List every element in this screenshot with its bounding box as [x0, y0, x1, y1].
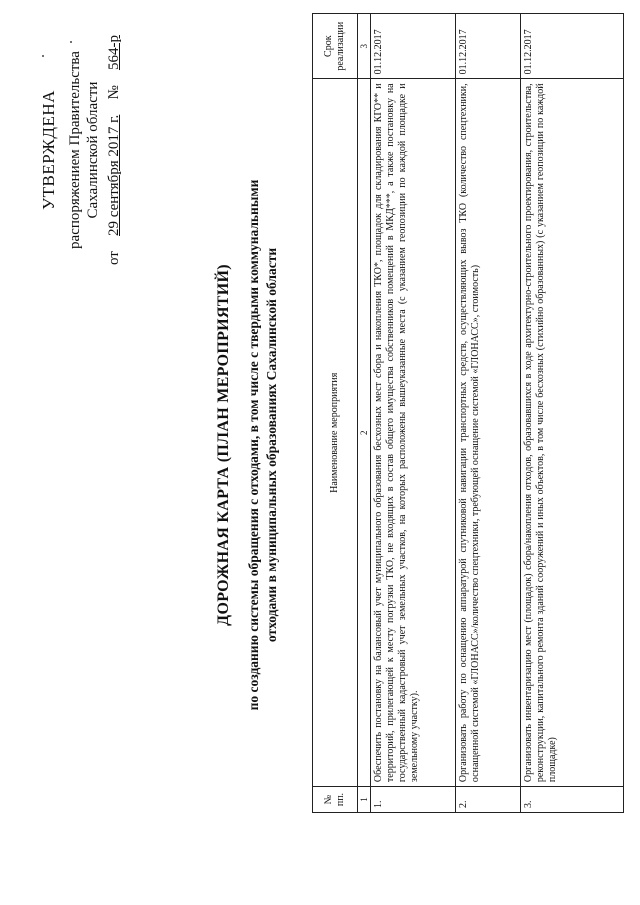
row-deadline: 01.12.2017: [371, 14, 456, 79]
table-row: [371, 14, 456, 813]
title-sub-1: по созданию системы обращения с отходами, в том числе с твердыми коммунальными: [246, 179, 261, 711]
row-text: Организовать работу по оснащению аппаратурой спутниковой навигации транспортных средств, осуществляющих вывоз ТКО (количество спецтехники, оснащенной системой «ГЛОНАСС»/количество спецтехники, требующей оснащение системой «ГЛОНАСС», стоимость): [456, 79, 521, 787]
row-deadline: 01.12.2017: [521, 14, 624, 79]
column-number: 1: [358, 787, 371, 813]
approval-number-prefix: №: [106, 85, 122, 100]
approval-number: 564-р: [106, 35, 122, 71]
row-text: Организовать инвентаризацию мест (площадок) сбора/накопления отходов, образовавшихся в ходе архитектурно-строительного проектирования, строительства, реконструкции, капитального ремонта зданий сооружений и иных объектов, в том числе бесхозных (стихийно образованных) (с указанием геопозиции по каждой площадке): [521, 79, 624, 787]
table-row: [521, 14, 624, 813]
row-num: 3.: [521, 787, 624, 813]
approval-date-prefix: от: [106, 251, 122, 265]
table-header-row: [313, 14, 358, 813]
title-main: ДОРОЖНАЯ КАРТА (ПЛАН МЕРОПРИЯТИЙ): [215, 264, 232, 626]
approval-line-1: распоряжением Правительства: [67, 51, 83, 249]
row-text: Обеспечить постановку на балансовый учет муниципального образования бесхозных мест сбора и накопления ТКО*, площадок для складирования КГО** и территорий, прилегающей к месту погрузки ТКО, не входящих в состав общего имущества собственников помещений в МКД***, а также постановку на государственный кадастровый учет земельных участков, на которых расположены вышеуказанные места (с указанием геопозиции по каждой площадке и земельному участку).: [371, 79, 456, 787]
row-num: 1.: [371, 787, 456, 813]
document-title: [215, 125, 281, 765]
plan-table: [312, 13, 624, 813]
column-number: 2: [358, 79, 371, 787]
title-sub-2: отходами в муниципальных образованиях Сахалинской области: [264, 247, 279, 643]
row-num: 2.: [456, 787, 521, 813]
header-name: Наименование мероприятия: [313, 79, 358, 787]
table-row: [456, 14, 521, 813]
approval-date-line: [105, 35, 123, 265]
header-num: № пп.: [313, 787, 358, 813]
approval-heading: УТВЕРЖДЕНА: [39, 90, 58, 210]
header-deadline: Срок реализации: [313, 14, 358, 79]
column-number: 3: [358, 14, 371, 79]
approval-date: 29 сентября 2017 г.: [106, 114, 122, 236]
approval-stamp: [40, 35, 123, 265]
column-number-row: [358, 14, 371, 813]
row-deadline: 01.12.2017: [456, 14, 521, 79]
approval-line-2: Сахалинской области: [85, 81, 101, 219]
